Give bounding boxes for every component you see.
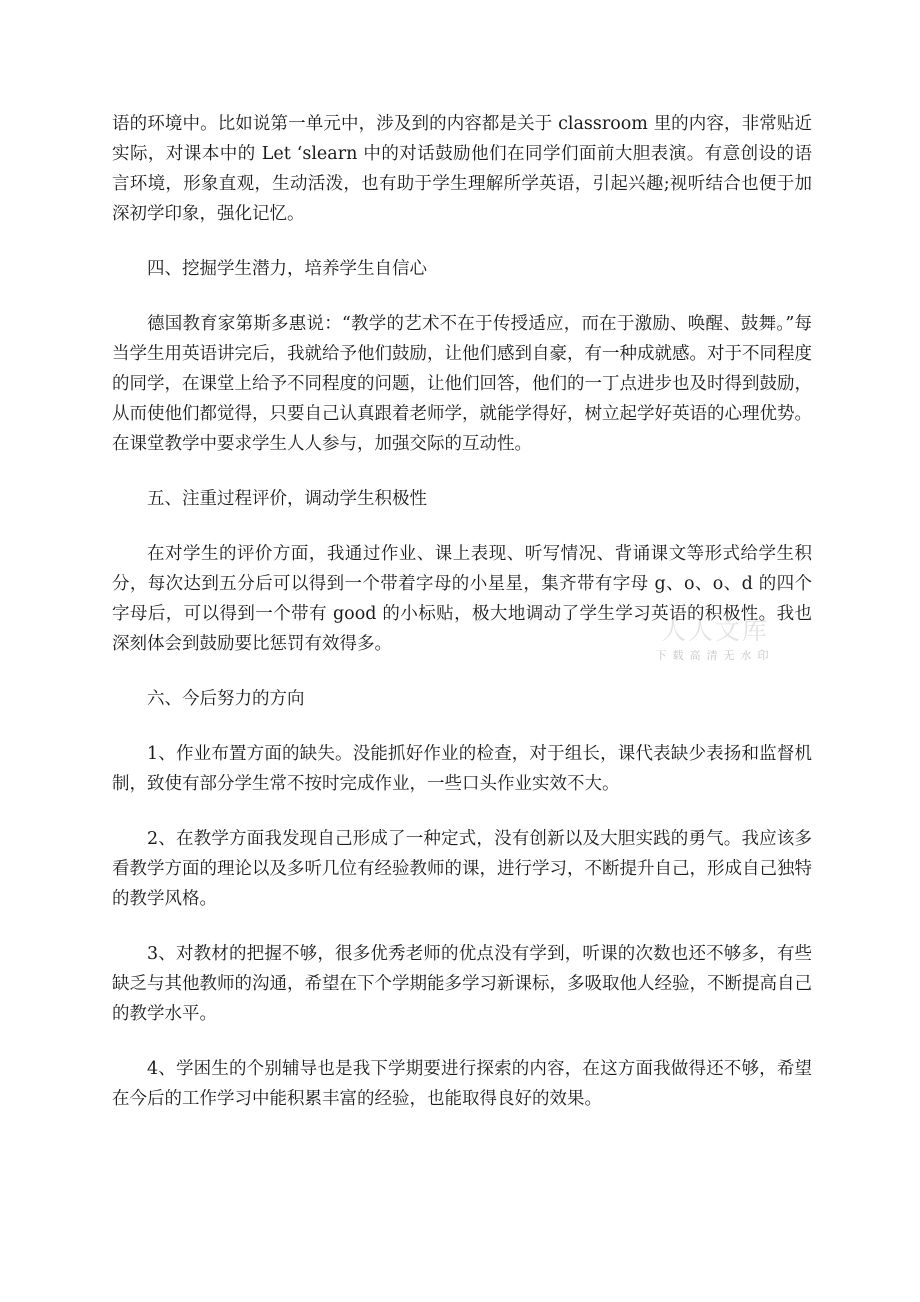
list-item-homework: 1、作业布置方面的缺失。没能抓好作业的检查，对于组长，课代表缺少表扬和监督机制，致使有部分学生常不按时完成作业，一些口头作业实效不大。: [112, 744, 812, 794]
document-body: [112, 109, 812, 1139]
paragraph-confidence: 德国教育家第斯多惠说：“教学的艺术不在于传授适应，而在于激励、唤醒、鼓舞。”每当学生用英语讲完后，我就给予他们鼓励，让他们感到自豪，有一种成就感。对于不同程度的同学，在课堂上给予不同程度的问题，让他们回答，他们的一丁点进步也及时得到鼓励，从而使他们都觉得，只要自己认真跟着老师学，就能学得好，树立起学好英语的心理优势。在课堂教学中要求学生人人参与，加强交际的互动性。: [112, 314, 812, 454]
section-heading-6: 六、今后努力的方向: [147, 689, 305, 709]
list-item-teaching-style: 2、在教学方面我发现自己形成了一种定式，没有创新以及大胆实践的勇气。我应该多看教学方面的理论以及多听几位有经验教师的课，进行学习，不断提升自己，形成自己独特的教学风格。: [112, 829, 812, 909]
watermark-subtitle: 下载高清无水印: [655, 649, 775, 662]
paragraph-intro: 语的环境中。比如说第一单元中，涉及到的内容都是关于 classroom 里的内容，非常贴近实际，对课本中的 Let ‘slearn 中的对话鼓励他们在同学们面前大胆表演。有意创设的语言环境，形象直观，生动活泼，也有助于学生理解所学英语，引起兴趣;视听结合也便于加深初学印象，强化记忆。: [112, 114, 812, 224]
section-heading-4: 四、挖掘学生潜力，培养学生自信心: [147, 259, 427, 279]
section-heading-5: 五、注重过程评价，调动学生积极性: [147, 489, 427, 509]
paragraph-evaluation: 在对学生的评价方面，我通过作业、课上表现、听写情况、背诵课文等形式给学生积分，每次达到五分后可以得到一个带着字母的小星星，集齐带有字母 g、o、o、d 的四个字母后，可以得到一个带有 good 的小标贴，极大地调动了学生学习英语的积极性。我也深刻体会到鼓励要比惩罚有效得多。: [112, 544, 812, 654]
watermark-title: 人人文库: [660, 616, 769, 645]
list-item-tutoring: 4、学困生的个别辅导也是我下学期要进行探索的内容，在这方面我做得还不够，希望在今后的工作学习中能积累丰富的经验，也能取得良好的效果。: [112, 1059, 812, 1109]
list-item-textbook: 3、对教材的把握不够，很多优秀老师的优点没有学到，听课的次数也还不够多，有些缺乏与其他教师的沟通，希望在下个学期能多学习新课标，多吸取他人经验，不断提高自己的教学水平。: [112, 944, 812, 1024]
